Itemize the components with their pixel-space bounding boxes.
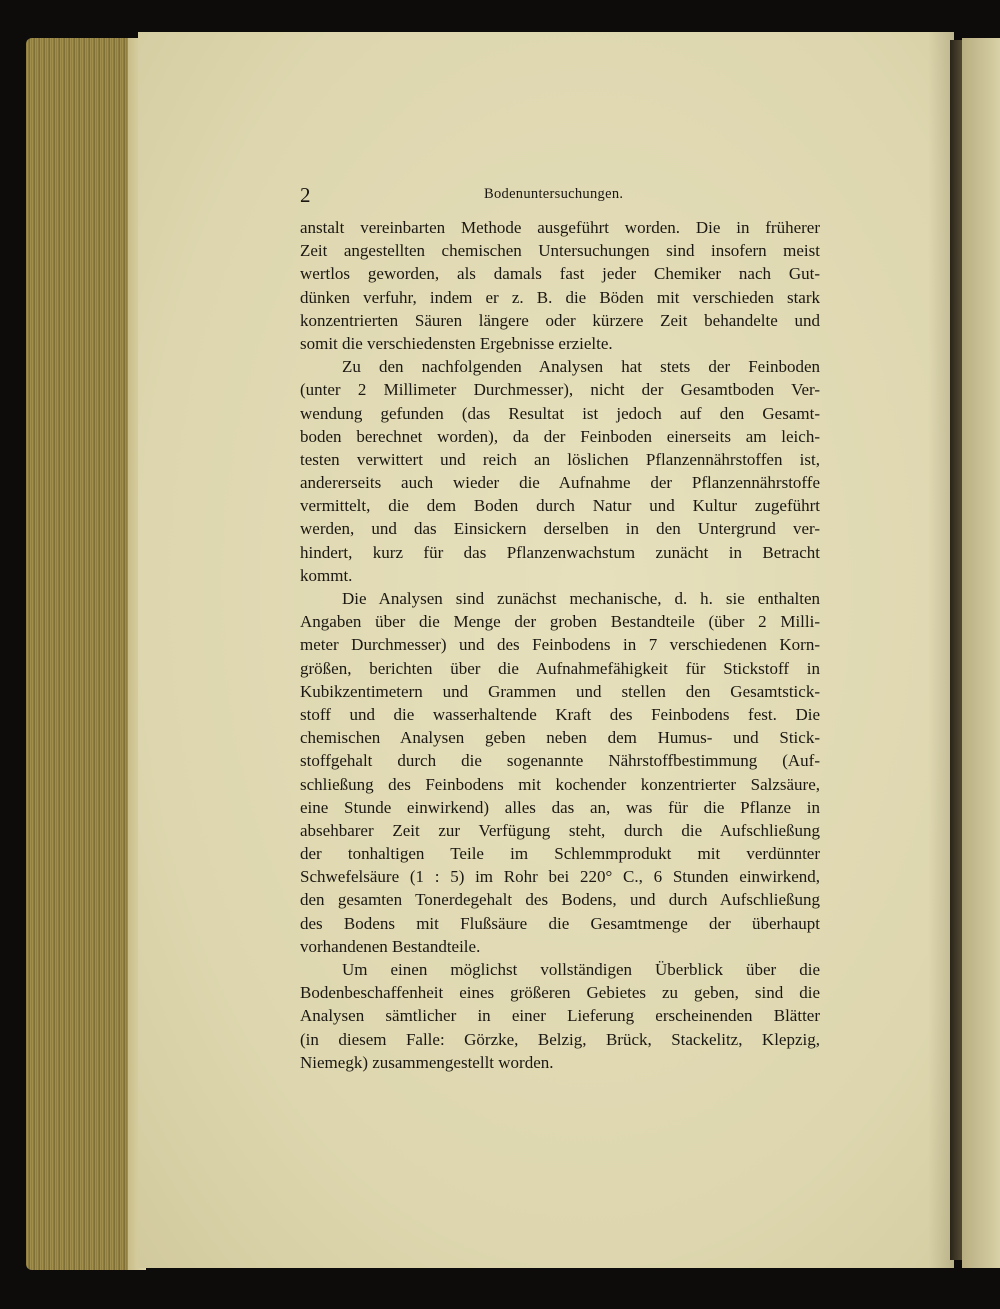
text-line: testen verwittert und reich an löslichen Pflanzennährstoffen ist, [300,449,820,469]
text-line: andererseits auch wieder die Aufnahme der Pflanzennährstoffe [300,473,820,493]
text-line: anstalt vereinbarten Methode ausgeführt worden. Die in früherer [300,218,820,237]
text-line: stoff und die wasserhaltende Kraft des Feinbodens fest. Die [300,704,820,724]
text-line: schließung des Feinbodens mit kochender konzentrierter Salzsäure, [300,774,820,794]
text-line: des Bodens mit Flußsäure die Gesamtmenge der überhaupt [300,913,820,933]
text-line: boden berechnet worden), da der Feinboden einerseits am leich- [300,426,820,446]
text-line: meter Durchmesser) und des Feinbodens in 7 verschiedenen Korn- [300,635,820,655]
text-line: (in diesem Falle: Görzke, Belzig, Brück, Stackelitz, Klepzig, [300,1029,820,1049]
text-line: (unter 2 Millimeter Durchmesser), nicht der Gesamtboden Ver- [300,380,820,400]
text-line: absehbarer Zeit zur Verfügung steht, durch die Aufschließung [300,820,820,840]
text-line: den gesamten Tonerdegehalt des Bodens, und durch Aufschließung [300,890,820,910]
text-line: vorhandenen Bestandteile. [300,936,481,956]
text-line: vermittelt, die dem Boden durch Natur und Kultur zugeführt [300,496,820,516]
text-line: werden, und das Einsickern derselben in den Untergrund ver- [300,519,820,539]
text-line: Bodenbeschaffenheit eines größeren Gebietes zu geben, sind die [300,983,820,1003]
text-line: Zeit angestellten chemischen Untersuchungen sind insofern meist [300,241,820,261]
text-line: Angaben über die Menge der groben Bestandteile (über 2 Milli- [300,612,820,632]
running-head: Bodenuntersuchungen. [484,186,624,202]
text-line: Niemegk) zusammengestellt worden. [300,1052,554,1072]
text-line: hindert, kurz für das Pflanzenwachstum zunächt in Betracht [300,542,820,562]
next-page-edge [962,38,1000,1268]
text-line: größen, berichten über die Aufnahmefähigkeit für Stickstoff in [300,658,820,678]
text-line: der tonhaltigen Teile im Schlemmprodukt mit verdünnter [300,844,820,864]
paragraph [300,355,820,587]
text-line: dünken verfuhr, indem er z. B. die Böden mit verschieden stark [300,287,820,307]
text-line: Zu den nachfolgenden Analysen hat stets der Feinboden [342,357,820,377]
paragraph [300,216,820,355]
paragraph [300,958,820,1074]
text-line: konzentrierten Säuren längere oder kürzere Zeit behandelte und [300,310,820,330]
text-line: kommt. [300,565,353,585]
text-line: eine Stunde einwirkend) alles das an, was für die Pflanze in [300,797,820,817]
text-line: wertlos geworden, als damals fast jeder Chemiker nach Gut- [300,264,820,284]
text-line: somit die verschiedensten Ergebnisse erzielte. [300,333,613,353]
page-edges [26,38,146,1270]
text-line: Kubikzentimetern und Grammen und stellen den Gesamtstick- [300,681,820,701]
text-line: stoffgehalt durch die sogenannte Nährstoffbestimmung (Auf- [300,751,820,771]
text-line: chemischen Analysen geben neben dem Humus- und Stick- [300,728,820,748]
text-line: Analysen sämtlicher in einer Lieferung erscheinenden Blätter [300,1006,820,1026]
text-line: Um einen möglichst vollständigen Überblick über die [342,960,820,979]
page-number: 2 [300,183,311,207]
text-line: Schwefelsäure (1 : 5) im Rohr bei 220° C., 6 Stunden einwirkend, [300,867,820,887]
paragraph [300,587,820,958]
text-line: wendung gefunden (das Resultat ist jedoch auf den Gesamt- [300,403,820,423]
body-text [300,216,820,1074]
text-line: Die Analysen sind zunächst mechanische, d. h. sie enthalten [342,589,820,608]
page-header [300,183,820,207]
